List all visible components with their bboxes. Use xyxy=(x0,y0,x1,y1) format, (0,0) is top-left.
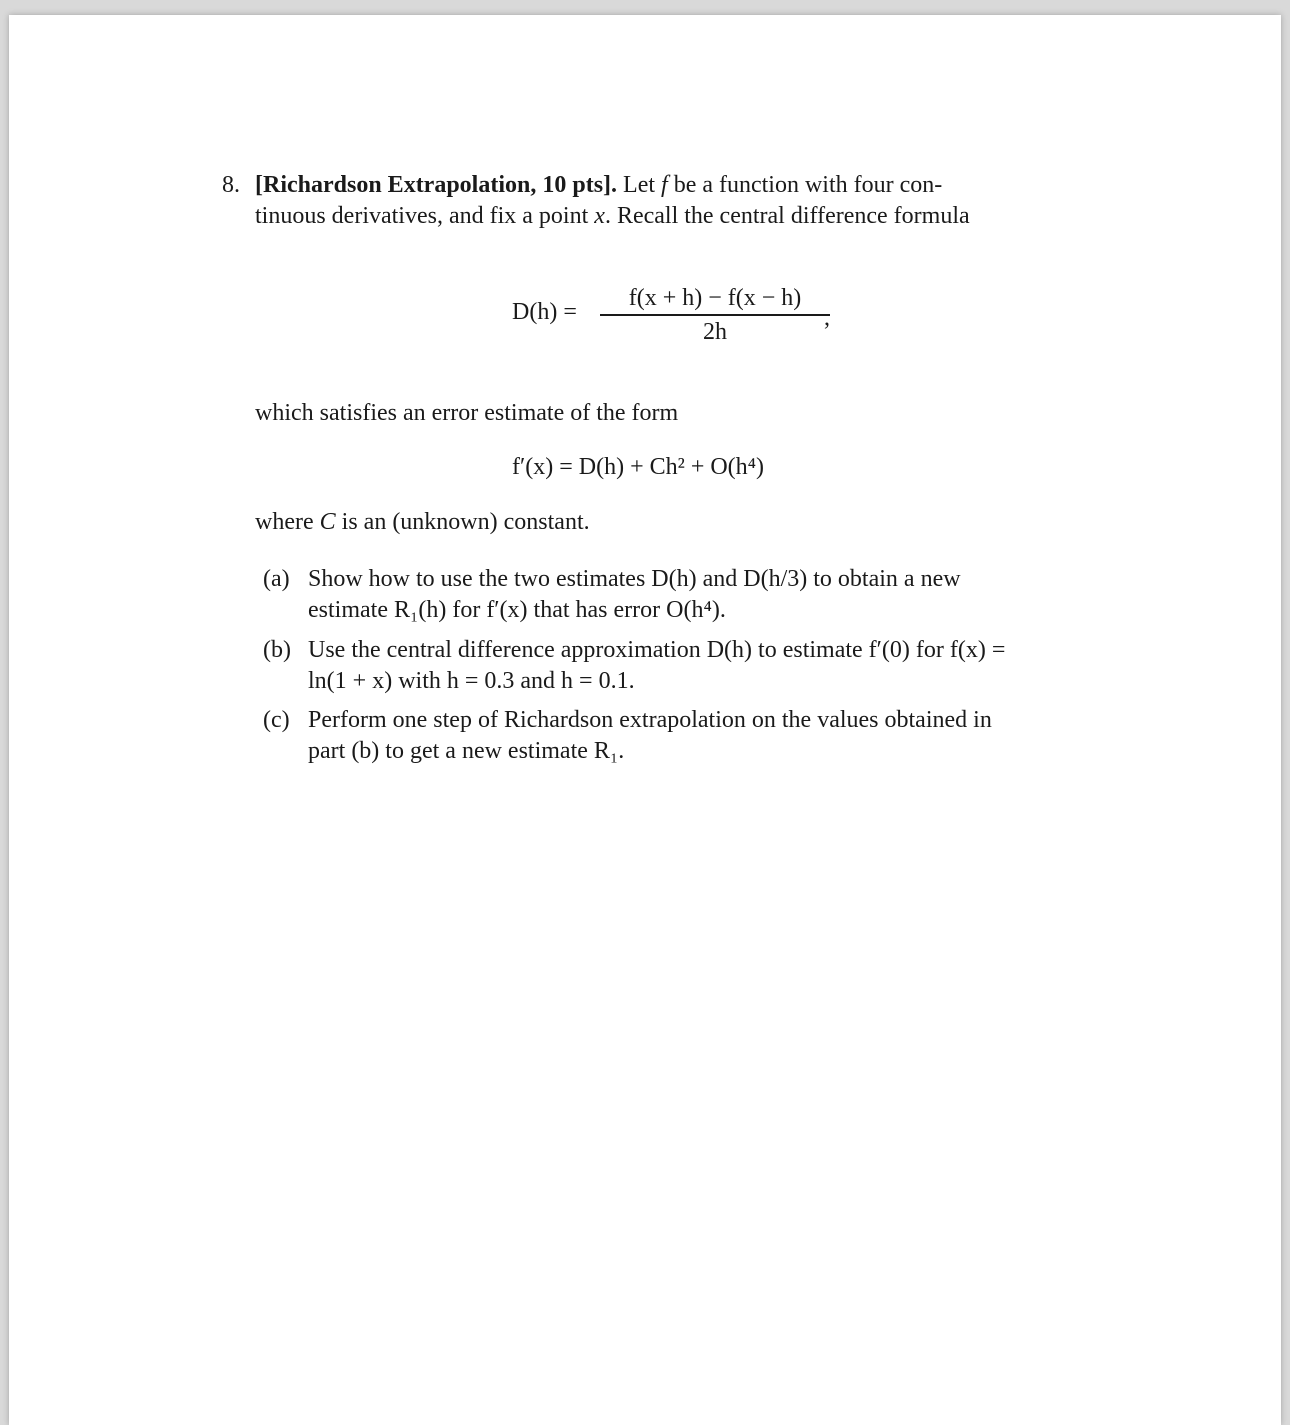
document-page xyxy=(9,15,1281,1425)
where-text xyxy=(255,507,590,538)
error-estimate-formula: f′(x) = D(h) + Ch² + O(h⁴) xyxy=(512,454,765,480)
part-c-line-1: Perform one step of Richardson extrapolation on the values obtained in xyxy=(308,707,992,733)
part-b-label: (b) xyxy=(263,637,291,663)
var-x: x xyxy=(594,203,605,229)
formula-denominator: 2h xyxy=(703,318,727,345)
part-c-label: (c) xyxy=(263,707,290,733)
intro-line2-tail: . Recall the central difference formula xyxy=(604,203,970,229)
problem-number: 8. xyxy=(222,172,240,198)
part-c xyxy=(308,705,1078,767)
part-a-label: (a) xyxy=(263,566,290,592)
part-b-line-2: ln(1 + x) with h = 0.3 and h = 0.1. xyxy=(308,668,635,694)
part-c-line-2: part (b) to get a new estimate R₁. xyxy=(308,738,625,764)
var-f: f xyxy=(661,172,668,198)
fraction-bar xyxy=(600,314,830,316)
part-a-line-2: estimate R₁(h) for f′(x) that has error O(h⁴). xyxy=(308,597,726,623)
intro-line2-text: tinuous derivatives, and fix a point xyxy=(255,203,589,229)
which-text: which satisfies an error estimate of the form xyxy=(255,400,679,426)
intro-text: Let xyxy=(623,172,656,198)
where-b: is an (unknown) constant. xyxy=(341,509,590,535)
formula-numerator: f(x + h) − f(x − h) xyxy=(628,285,802,311)
var-C: C xyxy=(319,509,336,535)
where-a: where xyxy=(255,509,314,535)
problem-line-2 xyxy=(255,201,970,232)
part-a-line-1: Show how to use the two estimates D(h) and D(h/3) to obtain a new xyxy=(308,566,961,592)
formula-lhs: D(h) = xyxy=(512,299,577,325)
formula-fraction xyxy=(600,283,830,346)
part-b xyxy=(308,635,1078,697)
part-b-line-1: Use the central difference approximation D(h) to estimate f′(0) for f(x) = xyxy=(308,637,1006,663)
problem-title: [Richardson Extrapolation, 10 pts]. xyxy=(255,172,618,198)
formula-comma: , xyxy=(824,305,830,331)
intro-text-2: be a function with four con- xyxy=(673,172,943,198)
problem-line-1 xyxy=(255,170,942,201)
part-a xyxy=(308,564,1078,626)
